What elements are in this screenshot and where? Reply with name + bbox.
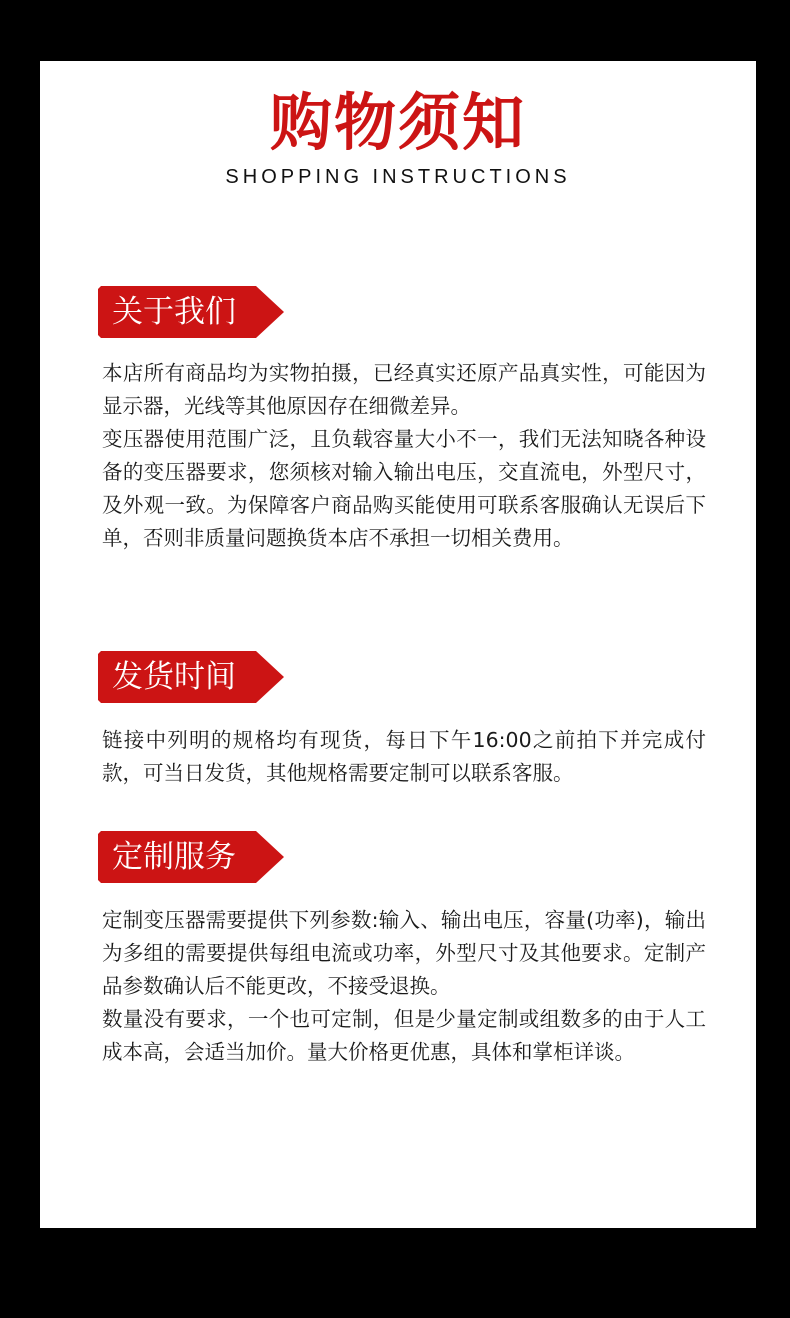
section-heading-about-us: 关于我们	[112, 294, 236, 330]
shipping-time-paragraph: 链接中列明的规格均有现货，每日下午16:00之前拍下并完成付款，可当日发货，其他规格需要定制可以联系客服。	[102, 728, 706, 785]
section-tag-about-us	[98, 286, 284, 338]
custom-service-paragraph-1: 定制变压器需要提供下列参数:输入、输出电压，容量(功率)，输出为多组的需要提供每组电流或功率，外型尺寸及其他要求。定制产品参数确认后不能更改，不接受退换。	[102, 908, 706, 998]
section-tag-custom-service	[98, 831, 284, 883]
section-tag-shipping-time	[98, 651, 284, 703]
custom-service-paragraph-2: 数量没有要求，一个也可定制，但是少量定制或组数多的由于人工成本高，会适当加价。量大价格更优惠，具体和掌柜详谈。	[102, 1007, 706, 1064]
page-subtitle: SHOPPING INSTRUCTIONS	[225, 166, 571, 188]
section-heading-custom-service: 定制服务	[112, 839, 236, 875]
about-us-paragraph-1: 本店所有商品均为实物拍摄，已经真实还原产品真实性，可能因为显示器，光线等其他原因存在细微差异。	[102, 361, 706, 418]
section-heading-shipping-time: 发货时间	[112, 659, 236, 695]
about-us-paragraph-2: 变压器使用范围广泛，且负载容量大小不一，我们无法知晓各种设备的变压器要求，您须核对输入输出电压，交直流电，外型尺寸，及外观一致。为保障客户商品购买能使用可联系客服确认无误后下单，否则非质量问题换货本店不承担一切相关费用。	[102, 427, 706, 550]
instructions-card	[40, 61, 756, 1228]
page-title: 购物须知	[269, 86, 526, 159]
